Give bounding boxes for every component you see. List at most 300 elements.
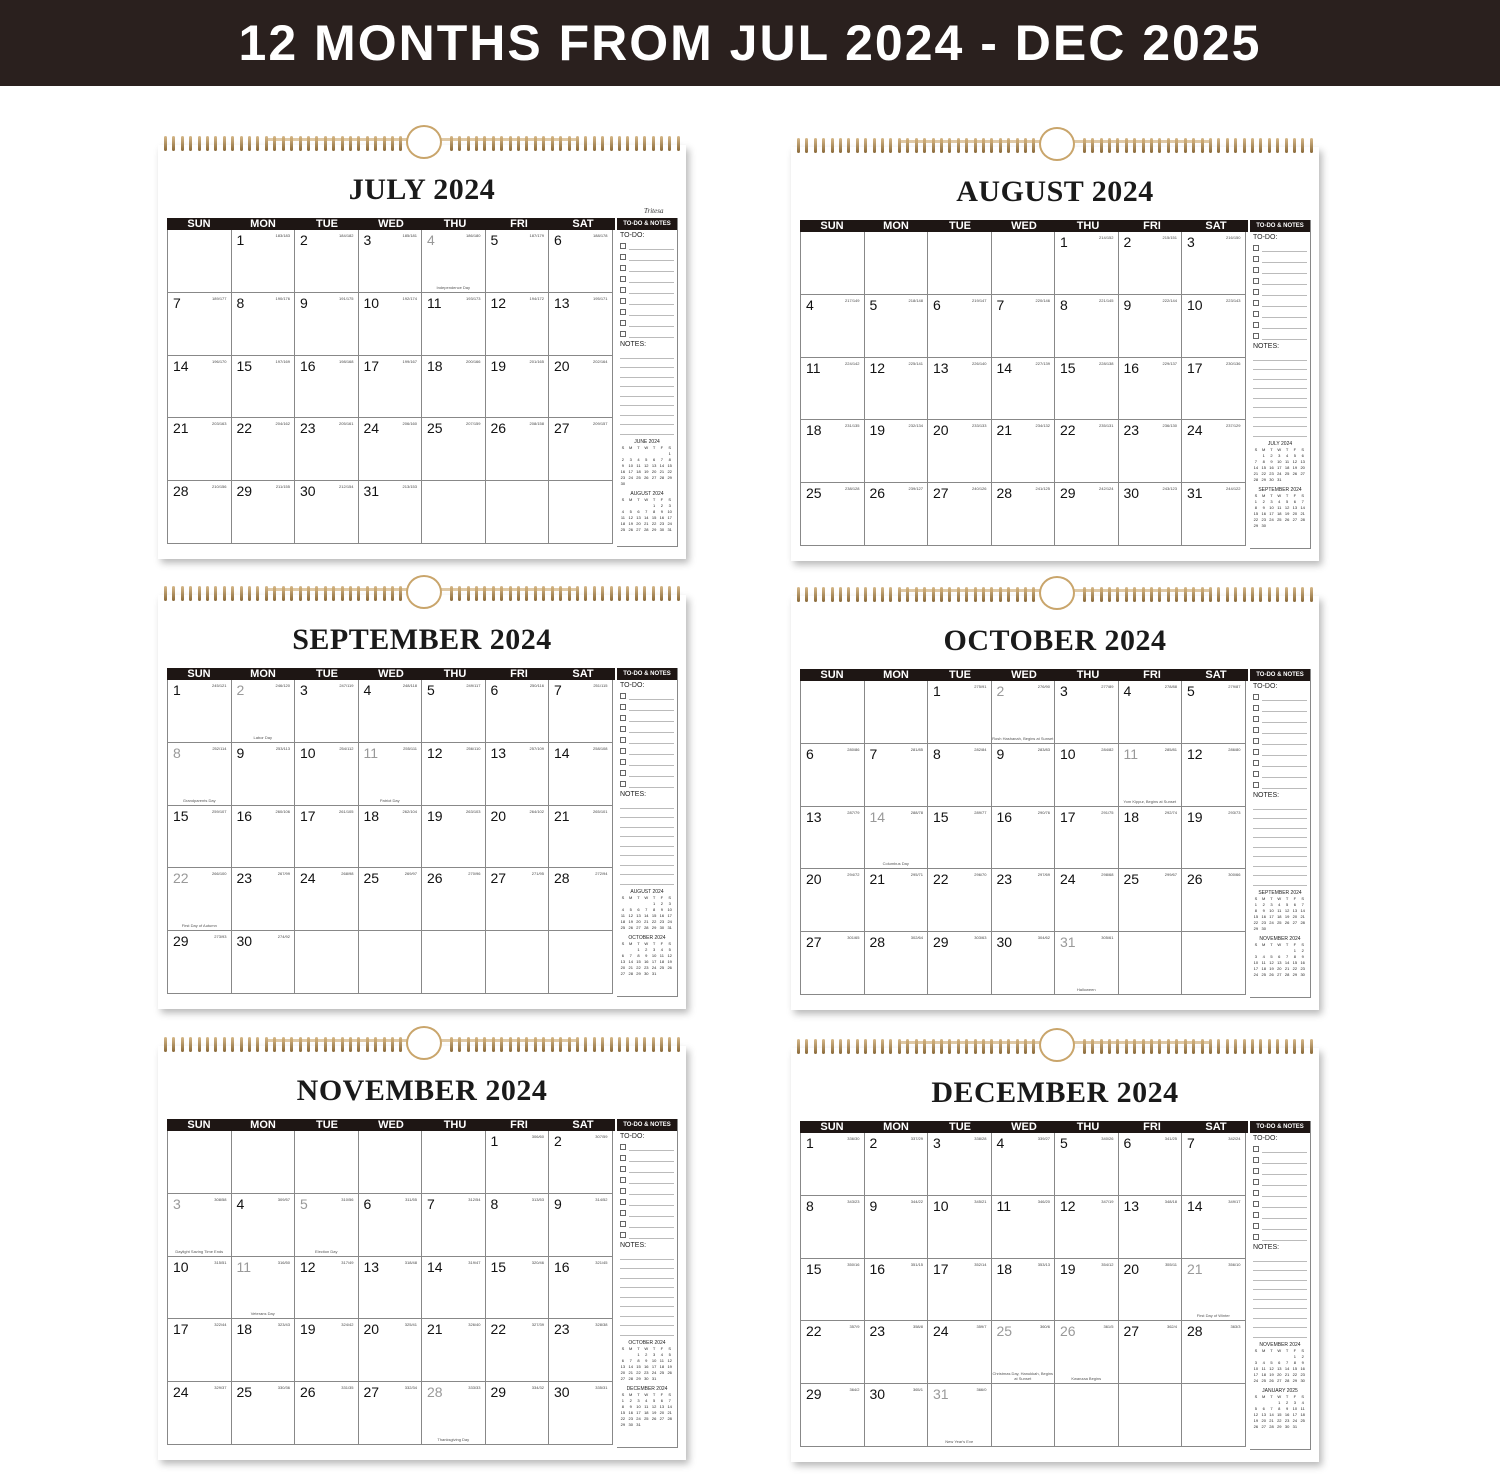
day-cell[interactable] [801, 1196, 865, 1259]
day-cell[interactable] [1119, 358, 1183, 421]
checkbox[interactable] [620, 320, 626, 326]
day-cell[interactable] [168, 931, 232, 994]
day-cell[interactable] [1182, 744, 1246, 807]
checkbox[interactable] [620, 276, 626, 282]
checkbox[interactable] [620, 1221, 626, 1227]
day-cell[interactable] [359, 230, 423, 293]
day-cell[interactable] [992, 1196, 1056, 1259]
todo-item[interactable] [1250, 779, 1310, 790]
day-cell[interactable] [549, 806, 613, 869]
day-cell[interactable] [359, 1194, 423, 1257]
day-cell[interactable] [801, 807, 865, 870]
checkbox[interactable] [620, 726, 626, 732]
day-cell[interactable] [1182, 1133, 1246, 1196]
day-cell[interactable] [928, 420, 992, 483]
checkbox[interactable] [1253, 245, 1259, 251]
day-cell[interactable] [486, 1131, 550, 1194]
todo-item[interactable] [617, 1207, 677, 1218]
day-cell[interactable] [232, 293, 296, 356]
todo-item[interactable] [617, 712, 677, 723]
todo-item[interactable] [1250, 702, 1310, 713]
day-cell[interactable] [801, 869, 865, 932]
day-cell[interactable] [1055, 1133, 1119, 1196]
day-cell[interactable] [865, 681, 929, 744]
day-cell[interactable] [1055, 1384, 1119, 1447]
todo-item[interactable] [617, 1229, 677, 1240]
todo-item[interactable] [617, 1196, 677, 1207]
day-cell[interactable] [232, 868, 296, 931]
todo-item[interactable] [1250, 691, 1310, 702]
checkbox[interactable] [620, 309, 626, 315]
day-cell[interactable] [801, 420, 865, 483]
day-cell[interactable] [865, 1196, 929, 1259]
day-cell[interactable] [549, 481, 613, 544]
checkbox[interactable] [1253, 1234, 1259, 1240]
day-cell[interactable] [295, 868, 359, 931]
day-cell[interactable] [486, 418, 550, 481]
todo-item[interactable] [1250, 1187, 1310, 1198]
checkbox[interactable] [1253, 278, 1259, 284]
checkbox[interactable] [620, 287, 626, 293]
day-cell[interactable] [486, 680, 550, 743]
day-cell[interactable] [486, 230, 550, 293]
day-cell[interactable] [1182, 1259, 1246, 1322]
todo-item[interactable] [1250, 330, 1310, 341]
day-cell[interactable] [168, 743, 232, 806]
day-cell[interactable] [232, 1194, 296, 1257]
todo-item[interactable] [617, 262, 677, 273]
day-cell[interactable] [486, 743, 550, 806]
day-cell[interactable] [1182, 807, 1246, 870]
day-cell[interactable] [1182, 1384, 1246, 1447]
day-cell[interactable] [486, 1382, 550, 1445]
checkbox[interactable] [620, 715, 626, 721]
checkbox[interactable] [620, 265, 626, 271]
day-cell[interactable] [865, 807, 929, 870]
day-cell[interactable] [865, 1133, 929, 1196]
day-cell[interactable] [1119, 744, 1183, 807]
day-cell[interactable] [1182, 869, 1246, 932]
checkbox[interactable] [1253, 1157, 1259, 1163]
day-cell[interactable] [232, 418, 296, 481]
day-cell[interactable] [295, 931, 359, 994]
checkbox[interactable] [620, 737, 626, 743]
day-cell[interactable] [359, 680, 423, 743]
day-cell[interactable] [549, 680, 613, 743]
day-cell[interactable] [422, 481, 486, 544]
day-cell[interactable] [295, 418, 359, 481]
todo-item[interactable] [1250, 275, 1310, 286]
day-cell[interactable] [549, 1194, 613, 1257]
day-cell[interactable] [992, 1384, 1056, 1447]
day-cell[interactable] [486, 356, 550, 419]
day-cell[interactable] [422, 806, 486, 869]
day-cell[interactable] [549, 230, 613, 293]
day-cell[interactable] [1119, 295, 1183, 358]
day-cell[interactable] [232, 806, 296, 869]
day-cell[interactable] [232, 1319, 296, 1382]
day-cell[interactable] [1182, 295, 1246, 358]
day-cell[interactable] [168, 868, 232, 931]
day-cell[interactable] [928, 358, 992, 421]
day-cell[interactable] [486, 931, 550, 994]
checkbox[interactable] [620, 243, 626, 249]
day-cell[interactable] [359, 1257, 423, 1320]
checkbox[interactable] [1253, 738, 1259, 744]
checkbox[interactable] [620, 1232, 626, 1238]
day-cell[interactable] [992, 295, 1056, 358]
todo-item[interactable] [1250, 308, 1310, 319]
day-cell[interactable] [992, 932, 1056, 995]
day-cell[interactable] [928, 1321, 992, 1384]
day-cell[interactable] [928, 1196, 992, 1259]
todo-item[interactable] [1250, 768, 1310, 779]
checkbox[interactable] [1253, 727, 1259, 733]
day-cell[interactable] [422, 743, 486, 806]
todo-item[interactable] [617, 734, 677, 745]
day-cell[interactable] [1182, 932, 1246, 995]
day-cell[interactable] [1055, 807, 1119, 870]
checkbox[interactable] [620, 254, 626, 260]
day-cell[interactable] [865, 483, 929, 546]
day-cell[interactable] [295, 1131, 359, 1194]
day-cell[interactable] [992, 420, 1056, 483]
day-cell[interactable] [801, 1321, 865, 1384]
day-cell[interactable] [992, 1259, 1056, 1322]
checkbox[interactable] [620, 298, 626, 304]
day-cell[interactable] [359, 418, 423, 481]
checkbox[interactable] [1253, 760, 1259, 766]
day-cell[interactable] [168, 806, 232, 869]
day-cell[interactable] [801, 744, 865, 807]
day-cell[interactable] [801, 1133, 865, 1196]
day-cell[interactable] [801, 232, 865, 295]
day-cell[interactable] [1182, 420, 1246, 483]
day-cell[interactable] [1119, 420, 1183, 483]
checkbox[interactable] [620, 1166, 626, 1172]
day-cell[interactable] [422, 418, 486, 481]
day-cell[interactable] [1182, 1321, 1246, 1384]
day-cell[interactable] [1055, 681, 1119, 744]
todo-item[interactable] [617, 767, 677, 778]
checkbox[interactable] [1253, 1168, 1259, 1174]
todo-item[interactable] [617, 701, 677, 712]
todo-item[interactable] [1250, 297, 1310, 308]
day-cell[interactable] [168, 1131, 232, 1194]
checkbox[interactable] [1253, 694, 1259, 700]
checkbox[interactable] [1253, 267, 1259, 273]
day-cell[interactable] [295, 230, 359, 293]
day-cell[interactable] [1055, 483, 1119, 546]
todo-item[interactable] [1250, 1143, 1310, 1154]
day-cell[interactable] [359, 1319, 423, 1382]
todo-item[interactable] [1250, 1165, 1310, 1176]
day-cell[interactable] [168, 293, 232, 356]
day-cell[interactable] [992, 358, 1056, 421]
day-cell[interactable] [992, 807, 1056, 870]
checkbox[interactable] [620, 1199, 626, 1205]
day-cell[interactable] [1119, 807, 1183, 870]
checkbox[interactable] [1253, 782, 1259, 788]
day-cell[interactable] [1119, 932, 1183, 995]
day-cell[interactable] [359, 806, 423, 869]
todo-item[interactable] [1250, 253, 1310, 264]
checkbox[interactable] [620, 1155, 626, 1161]
day-cell[interactable] [1119, 1259, 1183, 1322]
day-cell[interactable] [359, 1131, 423, 1194]
day-cell[interactable] [168, 1257, 232, 1320]
day-cell[interactable] [549, 1382, 613, 1445]
day-cell[interactable] [295, 1319, 359, 1382]
todo-item[interactable] [1250, 1220, 1310, 1231]
day-cell[interactable] [1119, 1133, 1183, 1196]
day-cell[interactable] [359, 481, 423, 544]
day-cell[interactable] [168, 1319, 232, 1382]
day-cell[interactable] [295, 806, 359, 869]
day-cell[interactable] [232, 931, 296, 994]
day-cell[interactable] [295, 356, 359, 419]
day-cell[interactable] [549, 356, 613, 419]
day-cell[interactable] [549, 1319, 613, 1382]
day-cell[interactable] [549, 743, 613, 806]
day-cell[interactable] [1119, 1196, 1183, 1259]
todo-item[interactable] [617, 306, 677, 317]
day-cell[interactable] [486, 1257, 550, 1320]
day-cell[interactable] [549, 1131, 613, 1194]
day-cell[interactable] [359, 868, 423, 931]
day-cell[interactable] [865, 295, 929, 358]
day-cell[interactable] [168, 230, 232, 293]
day-cell[interactable] [1119, 483, 1183, 546]
day-cell[interactable] [928, 869, 992, 932]
checkbox[interactable] [1253, 300, 1259, 306]
day-cell[interactable] [1182, 358, 1246, 421]
todo-item[interactable] [617, 273, 677, 284]
day-cell[interactable] [928, 744, 992, 807]
todo-item[interactable] [617, 1174, 677, 1185]
checkbox[interactable] [1253, 1212, 1259, 1218]
day-cell[interactable] [1055, 1321, 1119, 1384]
checkbox[interactable] [1253, 1223, 1259, 1229]
day-cell[interactable] [865, 358, 929, 421]
day-cell[interactable] [865, 932, 929, 995]
day-cell[interactable] [928, 232, 992, 295]
todo-item[interactable] [617, 756, 677, 767]
checkbox[interactable] [620, 759, 626, 765]
todo-item[interactable] [617, 745, 677, 756]
checkbox[interactable] [1253, 1146, 1259, 1152]
checkbox[interactable] [1253, 705, 1259, 711]
todo-item[interactable] [617, 1185, 677, 1196]
day-cell[interactable] [422, 293, 486, 356]
day-cell[interactable] [295, 481, 359, 544]
day-cell[interactable] [168, 1382, 232, 1445]
todo-item[interactable] [617, 1163, 677, 1174]
day-cell[interactable] [422, 1382, 486, 1445]
day-cell[interactable] [1119, 232, 1183, 295]
day-cell[interactable] [1119, 681, 1183, 744]
day-cell[interactable] [1055, 869, 1119, 932]
day-cell[interactable] [232, 481, 296, 544]
day-cell[interactable] [865, 1321, 929, 1384]
day-cell[interactable] [549, 293, 613, 356]
todo-item[interactable] [1250, 746, 1310, 757]
day-cell[interactable] [992, 232, 1056, 295]
day-cell[interactable] [422, 230, 486, 293]
day-cell[interactable] [1182, 483, 1246, 546]
todo-item[interactable] [1250, 242, 1310, 253]
day-cell[interactable] [295, 293, 359, 356]
day-cell[interactable] [168, 356, 232, 419]
day-cell[interactable] [549, 418, 613, 481]
day-cell[interactable] [865, 1384, 929, 1447]
day-cell[interactable] [928, 807, 992, 870]
day-cell[interactable] [992, 1133, 1056, 1196]
day-cell[interactable] [486, 868, 550, 931]
todo-item[interactable] [1250, 1231, 1310, 1242]
day-cell[interactable] [1119, 1384, 1183, 1447]
todo-item[interactable] [1250, 724, 1310, 735]
day-cell[interactable] [801, 295, 865, 358]
checkbox[interactable] [620, 1210, 626, 1216]
day-cell[interactable] [801, 932, 865, 995]
day-cell[interactable] [422, 356, 486, 419]
day-cell[interactable] [1055, 358, 1119, 421]
day-cell[interactable] [168, 418, 232, 481]
day-cell[interactable] [422, 868, 486, 931]
day-cell[interactable] [359, 1382, 423, 1445]
checkbox[interactable] [1253, 311, 1259, 317]
todo-item[interactable] [1250, 1176, 1310, 1187]
day-cell[interactable] [1182, 1196, 1246, 1259]
todo-item[interactable] [617, 1141, 677, 1152]
day-cell[interactable] [928, 1384, 992, 1447]
day-cell[interactable] [992, 869, 1056, 932]
day-cell[interactable] [549, 868, 613, 931]
todo-item[interactable] [1250, 264, 1310, 275]
checkbox[interactable] [1253, 716, 1259, 722]
day-cell[interactable] [928, 483, 992, 546]
todo-item[interactable] [617, 284, 677, 295]
todo-item[interactable] [617, 328, 677, 339]
todo-item[interactable] [1250, 1198, 1310, 1209]
day-cell[interactable] [1055, 1196, 1119, 1259]
todo-item[interactable] [1250, 1209, 1310, 1220]
day-cell[interactable] [168, 680, 232, 743]
day-cell[interactable] [359, 356, 423, 419]
day-cell[interactable] [232, 743, 296, 806]
day-cell[interactable] [232, 230, 296, 293]
day-cell[interactable] [549, 931, 613, 994]
day-cell[interactable] [232, 680, 296, 743]
todo-item[interactable] [617, 251, 677, 262]
todo-item[interactable] [1250, 286, 1310, 297]
day-cell[interactable] [422, 1194, 486, 1257]
day-cell[interactable] [168, 1194, 232, 1257]
checkbox[interactable] [1253, 322, 1259, 328]
day-cell[interactable] [232, 356, 296, 419]
day-cell[interactable] [168, 481, 232, 544]
checkbox[interactable] [620, 1144, 626, 1150]
checkbox[interactable] [620, 693, 626, 699]
day-cell[interactable] [1055, 932, 1119, 995]
day-cell[interactable] [801, 1384, 865, 1447]
day-cell[interactable] [1182, 232, 1246, 295]
day-cell[interactable] [486, 1319, 550, 1382]
checkbox[interactable] [620, 1177, 626, 1183]
day-cell[interactable] [992, 483, 1056, 546]
day-cell[interactable] [801, 1259, 865, 1322]
checkbox[interactable] [1253, 749, 1259, 755]
checkbox[interactable] [1253, 1190, 1259, 1196]
day-cell[interactable] [928, 932, 992, 995]
day-cell[interactable] [1055, 420, 1119, 483]
day-cell[interactable] [359, 743, 423, 806]
checkbox[interactable] [620, 331, 626, 337]
checkbox[interactable] [1253, 1179, 1259, 1185]
todo-item[interactable] [617, 778, 677, 789]
day-cell[interactable] [359, 293, 423, 356]
day-cell[interactable] [486, 293, 550, 356]
day-cell[interactable] [928, 681, 992, 744]
todo-item[interactable] [1250, 757, 1310, 768]
todo-item[interactable] [617, 295, 677, 306]
day-cell[interactable] [1119, 869, 1183, 932]
day-cell[interactable] [295, 680, 359, 743]
checkbox[interactable] [620, 781, 626, 787]
day-cell[interactable] [865, 232, 929, 295]
checkbox[interactable] [1253, 333, 1259, 339]
checkbox[interactable] [620, 770, 626, 776]
day-cell[interactable] [1055, 295, 1119, 358]
day-cell[interactable] [865, 1259, 929, 1322]
day-cell[interactable] [486, 1194, 550, 1257]
day-cell[interactable] [1055, 744, 1119, 807]
day-cell[interactable] [486, 481, 550, 544]
day-cell[interactable] [865, 869, 929, 932]
day-cell[interactable] [928, 295, 992, 358]
day-cell[interactable] [865, 420, 929, 483]
day-cell[interactable] [992, 1321, 1056, 1384]
day-cell[interactable] [549, 1257, 613, 1320]
day-cell[interactable] [992, 681, 1056, 744]
day-cell[interactable] [422, 680, 486, 743]
day-cell[interactable] [295, 1257, 359, 1320]
checkbox[interactable] [1253, 771, 1259, 777]
day-cell[interactable] [232, 1257, 296, 1320]
todo-item[interactable] [617, 240, 677, 251]
todo-item[interactable] [617, 1218, 677, 1229]
day-cell[interactable] [232, 1382, 296, 1445]
todo-item[interactable] [617, 723, 677, 734]
todo-item[interactable] [1250, 735, 1310, 746]
checkbox[interactable] [1253, 289, 1259, 295]
day-cell[interactable] [295, 1194, 359, 1257]
day-cell[interactable] [801, 681, 865, 744]
day-cell[interactable] [992, 744, 1056, 807]
day-cell[interactable] [1119, 1321, 1183, 1384]
checkbox[interactable] [1253, 1201, 1259, 1207]
todo-item[interactable] [1250, 713, 1310, 724]
day-cell[interactable] [928, 1259, 992, 1322]
day-cell[interactable] [422, 1257, 486, 1320]
day-cell[interactable] [422, 1131, 486, 1194]
checkbox[interactable] [620, 1188, 626, 1194]
checkbox[interactable] [620, 704, 626, 710]
day-cell[interactable] [422, 931, 486, 994]
day-cell[interactable] [801, 358, 865, 421]
day-cell[interactable] [422, 1319, 486, 1382]
